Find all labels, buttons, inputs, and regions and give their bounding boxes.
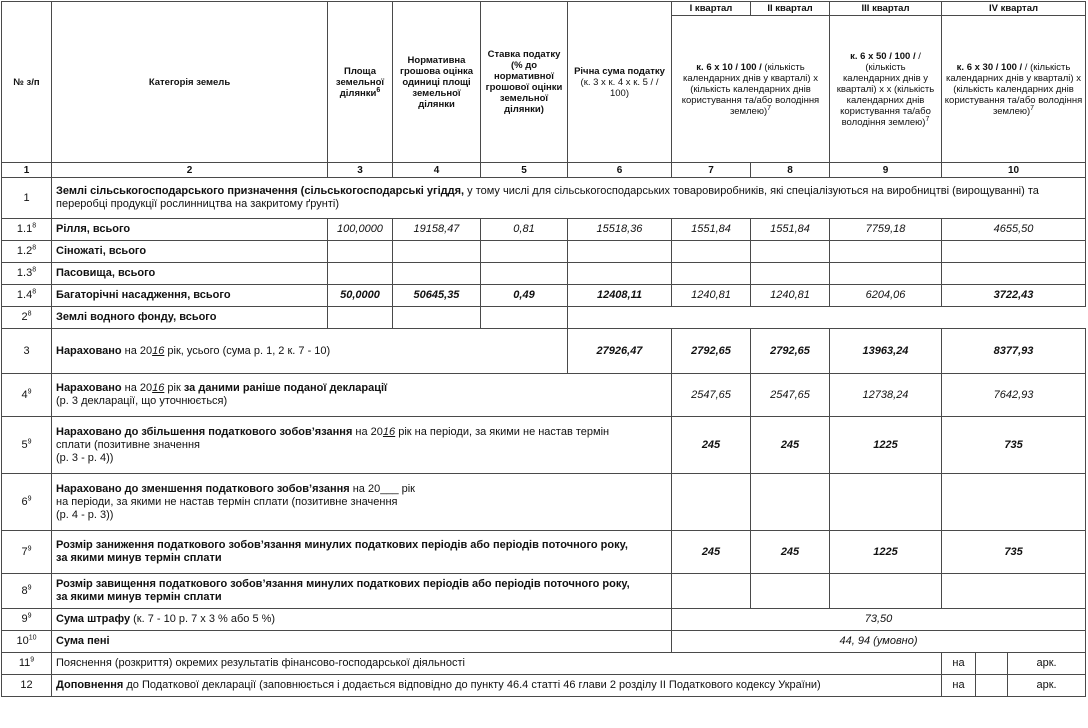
empty-cell: [393, 263, 481, 285]
q4-value: 735: [942, 417, 1086, 474]
q1-value: 245: [672, 531, 751, 574]
row-number: $9^9$: [2, 609, 52, 631]
norm-value: 50645,35: [393, 285, 481, 307]
table-row: [2, 241, 1086, 263]
row-number: $11^9$: [2, 653, 52, 675]
col-num-5: 5: [481, 163, 568, 178]
col-num-8: 8: [751, 163, 830, 178]
empty-cell: [751, 474, 830, 531]
q1-value: 1551,84: [672, 219, 751, 241]
col-num-2: 2: [52, 163, 328, 178]
col-header-rate: Ставка податку (% до нормативної грошової оцінки земельної ділянки): [481, 2, 568, 163]
empty-cell: [672, 241, 751, 263]
table-row: [2, 474, 1086, 531]
sheets-count-field[interactable]: [976, 653, 1008, 675]
row-label: Сума штрафу (к. 7 - 10 р. 7 х 3 % або 5 %): [52, 609, 672, 631]
col-num-10: 10: [942, 163, 1086, 178]
category-label: Багаторічні насадження, всього: [52, 285, 328, 307]
col-num-6: 6: [568, 163, 672, 178]
row-number: $6^9$: [2, 474, 52, 531]
col-num-3: 3: [328, 163, 393, 178]
table-row: [2, 653, 1086, 675]
row-label: Розмір завищення податкового зобов’язання минулих податкових періодів або періодів поточного року, за якими минув термін сплати: [52, 574, 672, 609]
q1-value: 2792,65: [672, 329, 751, 374]
row-number: $10^{10}$: [2, 631, 52, 653]
column-number-row: [2, 163, 1086, 178]
row-label: Нараховано на 2016 рік, усього (сума р. 1, 2 к. 7 - 10): [52, 329, 568, 374]
table-row: [2, 178, 1086, 219]
table-row: [2, 574, 1086, 609]
row-label: Нараховано до збільшення податкового зобов’язання на 2016 рік на періоди, за якими не настав термін сплати (позитивне значення (р. 3 - р. 4)): [52, 417, 672, 474]
annual-total: 27926,47: [568, 329, 672, 374]
q4-value: 3722,43: [942, 285, 1086, 307]
col-header-norm: Нормативна грошова оцінка одиниці площі земельної ділянки: [393, 2, 481, 163]
row-number: $1.2^8$: [2, 241, 52, 263]
land-tax-declaration-table: [1, 1, 1085, 697]
empty-cell: [568, 263, 672, 285]
empty-cell: [393, 241, 481, 263]
category-label: Рілля, всього: [52, 219, 328, 241]
row-label: Пояснення (розкриття) окремих результатів фінансово-господарської діяльності: [52, 653, 942, 675]
annual-value: 12408,11: [568, 285, 672, 307]
sheets-on-label: на: [942, 653, 976, 675]
rate-value: 0,49: [481, 285, 568, 307]
row-number: $1.3^8$: [2, 263, 52, 285]
empty-cell: [830, 474, 942, 531]
category-label: Землі водного фонду, всього: [52, 307, 328, 329]
col-num-4: 4: [393, 163, 481, 178]
penalty-value: 44, 94 (умовно): [672, 631, 1086, 653]
q4-value: 4655,50: [942, 219, 1086, 241]
rate-value: 0,81: [481, 219, 568, 241]
q4-formula: к. 6 х 30 / 100 / / (кількість календарних днів у кварталі) х (кількість календарних днів користування та/або володіння землею)$^7$: [942, 16, 1086, 163]
empty-cell: [672, 263, 751, 285]
q3-value: 1225: [830, 417, 942, 474]
table-row: [2, 417, 1086, 474]
empty-cell: [481, 263, 568, 285]
category-agricultural: Землі сільськогосподарського призначення (сільськогосподарські угіддя, у тому числі для сільськогосподарських товаровиробників, які спеціалізуються на виробництві (вирощуванні) та переробці продукції рослинництва на закритому ґрунті): [52, 178, 1086, 219]
q4-value: 7642,93: [942, 374, 1086, 417]
row-number: $5^9$: [2, 417, 52, 474]
row-number: $2^8$: [2, 307, 52, 329]
empty-cell: [942, 574, 1086, 609]
empty-cell: [942, 474, 1086, 531]
empty-cell: [328, 307, 393, 329]
col-header-category: Категорія земель: [52, 2, 328, 163]
row-number: 1: [2, 178, 52, 219]
row-number: $8^9$: [2, 574, 52, 609]
empty-cell: [672, 574, 751, 609]
col-header-area: Площа земельної ділянки$^6$: [328, 2, 393, 163]
col-header-q4: IV квартал: [942, 2, 1086, 16]
q3-value: 13963,24: [830, 329, 942, 374]
row-number: $1.1^8$: [2, 219, 52, 241]
category-label: Пасовища, всього: [52, 263, 328, 285]
row-label: Нараховано на 2016 рік за даними раніше поданої декларації (р. 3 декларації, що уточнюється): [52, 374, 672, 417]
q2-value: 245: [751, 417, 830, 474]
empty-cell: [942, 263, 1086, 285]
empty-cell: [830, 263, 942, 285]
q3-formula: к. 6 х 50 / 100 / / (кількість календарних днів у кварталі) х х (кількість календарних днів користування та/або володіння землею)$^7$: [830, 16, 942, 163]
table-row: [2, 219, 1086, 241]
area-value: 100,0000: [328, 219, 393, 241]
col-header-q1: I квартал: [672, 2, 751, 16]
row-label: Доповнення до Податкової декларації (заповнюється і додається відповідно до пункту 46.4 статті 46 глави 2 розділу II Податкового кодексу України): [52, 675, 942, 697]
q2-value: 245: [751, 531, 830, 574]
q1-value: 1240,81: [672, 285, 751, 307]
q4-value: 8377,93: [942, 329, 1086, 374]
norm-value: 19158,47: [393, 219, 481, 241]
row-number: 12: [2, 675, 52, 697]
col-header-q3: III квартал: [830, 2, 942, 16]
empty-cell: [672, 474, 751, 531]
row-label: Нараховано до зменшення податкового зобов’язання на 20___ рік на періоди, за якими не настав термін сплати (позитивне значення (р. 4 - р. 3)): [52, 474, 672, 531]
table-row: [2, 675, 1086, 697]
row-label: Сума пені: [52, 631, 672, 653]
table-row: [2, 609, 1086, 631]
empty-cell: [830, 574, 942, 609]
q3-value: 7759,18: [830, 219, 942, 241]
q3-value: 6204,06: [830, 285, 942, 307]
empty-cell: [751, 574, 830, 609]
col-header-annual: Річна сума податку (к. 3 х к. 4 х к. 5 / / 100): [568, 2, 672, 163]
q1-value: 245: [672, 417, 751, 474]
table-row: [2, 329, 1086, 374]
row-number: $7^9$: [2, 531, 52, 574]
q2-value: 1240,81: [751, 285, 830, 307]
empty-cell: [481, 241, 568, 263]
table-row: [2, 531, 1086, 574]
col-num-9: 9: [830, 163, 942, 178]
sheets-unit-label: арк.: [1008, 653, 1086, 675]
q4-value: 735: [942, 531, 1086, 574]
table-row: [2, 631, 1086, 653]
sheets-count-field[interactable]: [976, 675, 1008, 697]
empty-cell: [393, 307, 481, 329]
sheets-unit-label: арк.: [1008, 675, 1086, 697]
q3-value: 1225: [830, 531, 942, 574]
empty-cell: [568, 307, 1086, 329]
empty-cell: [328, 263, 393, 285]
empty-cell: [830, 241, 942, 263]
row-number: 3: [2, 329, 52, 374]
empty-cell: [328, 241, 393, 263]
empty-cell: [751, 241, 830, 263]
q2-value: 2792,65: [751, 329, 830, 374]
area-value: 50,0000: [328, 285, 393, 307]
table-row: [2, 263, 1086, 285]
q2-value: 2547,65: [751, 374, 830, 417]
sheets-on-label: на: [942, 675, 976, 697]
row-label: Розмір заниження податкового зобов’язання минулих податкових періодів або періодів поточного року, за якими минув термін сплати: [52, 531, 672, 574]
table-row: [2, 374, 1086, 417]
col-num-1: 1: [2, 163, 52, 178]
empty-cell: [568, 241, 672, 263]
empty-cell: [481, 307, 568, 329]
row-number: $1.4^8$: [2, 285, 52, 307]
table-row: [2, 285, 1086, 307]
q3-value: 12738,24: [830, 374, 942, 417]
category-label: Сіножаті, всього: [52, 241, 328, 263]
table-row: [2, 307, 1086, 329]
empty-cell: [751, 263, 830, 285]
q2-value: 1551,84: [751, 219, 830, 241]
q1-value: 2547,65: [672, 374, 751, 417]
col-num-7: 7: [672, 163, 751, 178]
q12-formula: к. 6 х 10 / 100 / (кількість календарних днів у кварталі) х (кількість календарних днів користування та/або володіння землею)$^7$: [672, 16, 830, 163]
col-header-q2: II квартал: [751, 2, 830, 16]
fine-value: 73,50: [672, 609, 1086, 631]
header-row-1: [2, 2, 1086, 16]
col-header-no: № з/п: [2, 2, 52, 163]
annual-value: 15518,36: [568, 219, 672, 241]
empty-cell: [942, 241, 1086, 263]
row-number: $4^9$: [2, 374, 52, 417]
